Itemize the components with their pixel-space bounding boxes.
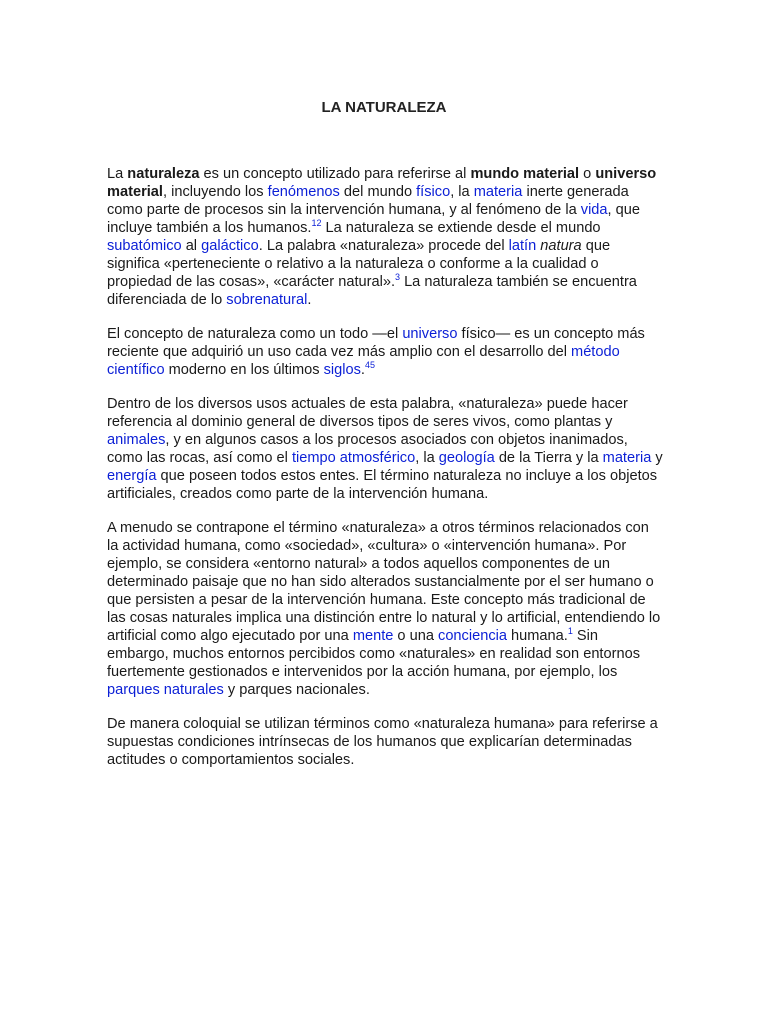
text: , la [415,450,439,466]
citation-12[interactable]: 12 [311,218,322,229]
text: o una [393,628,439,644]
text: humana. [506,628,568,644]
text: La [107,166,128,182]
link-metodo-cientifico[interactable]: método científico [107,344,620,378]
link-parques-naturales[interactable]: parques naturales [107,682,224,698]
text: La naturaleza también se encuentra diferenciada de lo [107,274,637,308]
text: que poseen todos estos entes. El término naturaleza no incluye a los objetos artificiales, creados como parte de la intervención humana. [107,468,658,502]
link-mente[interactable]: mente [352,628,394,644]
text: de la Tierra y la [494,450,603,466]
link-galactico[interactable]: galáctico [201,238,259,254]
bold-term-universo-material: universo material [107,166,657,200]
citation-1[interactable]: 1 [567,626,573,637]
link-subatomico[interactable]: subatómico [107,238,182,254]
link-animales[interactable]: animales [107,432,166,448]
text: , y en algunos casos a los procesos asociados con objetos inanimados, como las rocas, así como el [107,432,628,466]
paragraph-5 [107,715,663,769]
text: . [307,292,312,308]
bold-term-naturaleza: naturaleza [127,166,200,182]
link-energia[interactable]: energía [107,468,157,484]
document-body [107,165,663,785]
bold-term-mundo-material: mundo material [470,166,580,182]
link-conciencia[interactable]: conciencia [438,628,507,644]
text: Dentro de los diversos usos actuales de esta palabra, «naturaleza» puede hacer referencia al dominio general de diversos tipos de seres vivos, como plantas y [107,396,628,430]
text: del mundo [339,184,417,200]
text: De manera coloquial se utilizan términos como «naturaleza humana» para referirse a supuestas condiciones intrínsecas de los humanos que explicarían determinadas actitudes o comportamientos sociales. [107,716,658,768]
text: , que incluye también a los humanos. [107,202,641,236]
link-sobrenatural[interactable]: sobrenatural [226,292,308,308]
link-tiempo-atmosferico[interactable]: tiempo atmosférico [291,450,416,466]
link-fisico[interactable]: físico [416,184,451,200]
text: y [651,450,663,466]
text: Sin embargo, muchos entornos percibidos como «naturales» en realidad son entornos fuertemente gestionados e intervenidos por la acción humana, por ejemplo, los [107,628,640,680]
paragraph-2 [107,325,663,379]
text: La naturaleza se extiende desde el mundo [321,220,601,236]
text: A menudo se contrapone el término «naturaleza» a otros términos relacionados con la actividad humana, como «sociedad», «cultura» o «intervención humana». Por ejemplo, se considera «entorno natural» a todos aquellos componentes de un determinado paisaje que no han sido alterados sustancialmente por el ser humano o que persisten a pesar de la intervención humana. Este concepto más tradicional de las cosas naturales implica una distinción entre lo natural y lo artificial, entendiendo lo artificial como algo ejecutado por una [107,520,661,644]
link-materia[interactable]: materia [602,450,652,466]
text: físico— es un concepto más reciente que adquirió un uso cada vez más amplio con el desarrollo del [107,326,645,360]
link-universo[interactable]: universo [402,326,458,342]
text: , incluyendo los [162,184,268,200]
text: que significa «perteneciente o relativo a la naturaleza o conforme a la cualidad o propiedad de las cosas», «carácter natural». [107,238,611,290]
link-vida[interactable]: vida [580,202,608,218]
paragraph-1 [107,165,663,309]
text: . [360,362,365,378]
text: o [579,166,596,182]
paragraph-3 [107,395,663,503]
citation-3[interactable]: 3 [395,272,401,283]
text: y parques nacionales. [223,682,370,698]
link-latin[interactable]: latín [508,238,537,254]
text: inerte generada como parte de procesos sin la intervención humana, y al fenómeno de la [107,184,629,218]
link-materia[interactable]: materia [473,184,523,200]
text: moderno en los últimos [164,362,324,378]
text: es un concepto utilizado para referirse al [199,166,471,182]
italic-term-natura: natura [540,238,582,254]
document-title: LA NATURALEZA [321,99,447,116]
text: El concepto de naturaleza como un todo —el [107,326,403,342]
text: al [181,238,202,254]
citation-45[interactable]: 45 [364,360,375,371]
link-fenomenos[interactable]: fenómenos [267,184,340,200]
paragraph-4 [107,519,663,699]
text: , la [450,184,474,200]
link-siglos[interactable]: siglos [323,362,361,378]
text: . La palabra «naturaleza» procede del [258,238,509,254]
link-geologia[interactable]: geología [438,450,495,466]
